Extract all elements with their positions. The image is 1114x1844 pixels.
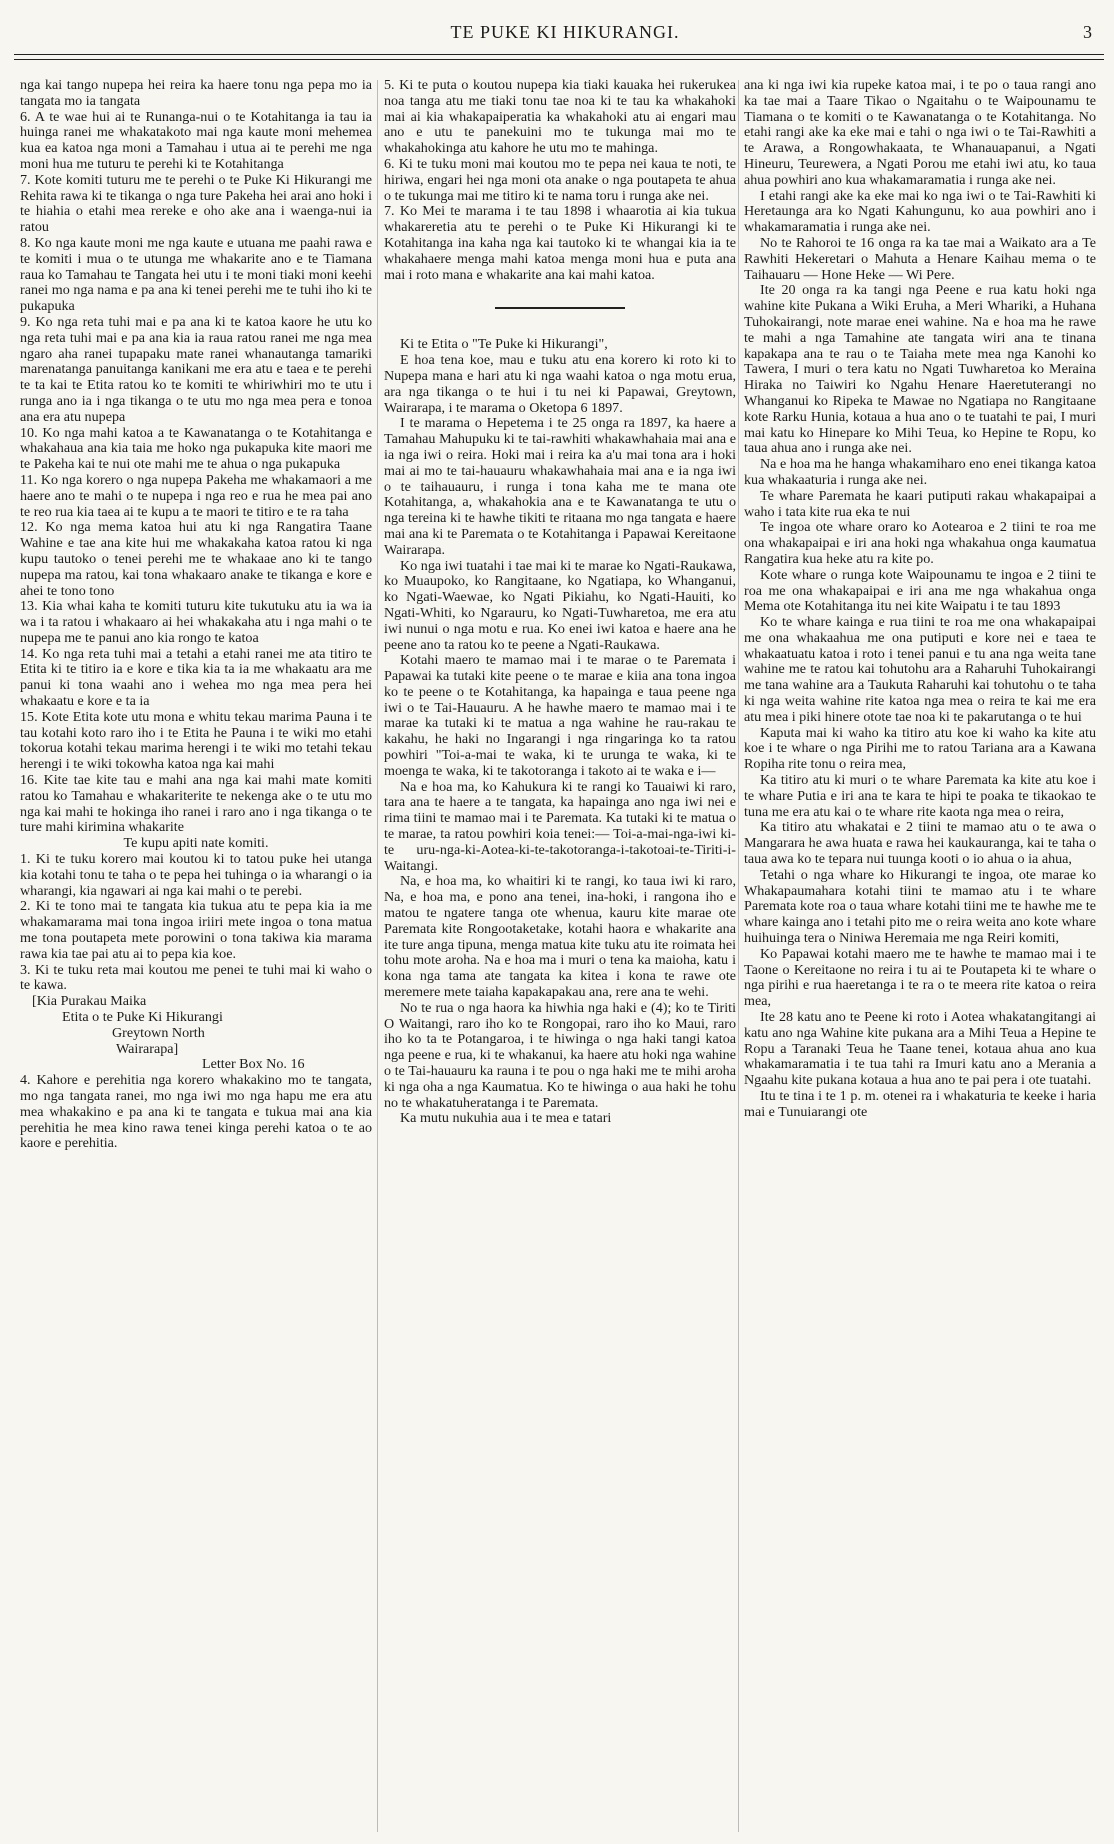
paragraph: Tetahi o nga whare ko Hikurangi te ingoa, ote marae ko Whakapaumahara kotahi tiini te mamao atu i te whare Paremata kote roa o taua whare kotahi tiini me te hawhe me te whare kainga ano i tetahi pito me o reira weita ano kote whare huihuinga tera o Niniwa Heremaia me nga Reiri komiti,	[744, 866, 1096, 947]
paragraph: I te marama o Hepetema i te 25 onga ra 1897, ka haere a Tamahau Mahupuku ki te tai-rawhiti whakawhahaia mai ana e ia nga iwi o reira. Hoki mai i reira ka a'u mai tona ara i hoki mai ai mo te tai-hauauru whakawhahaia mai ana e ia nga iwi o te taihauauru, i runga i tona kaha me te mana ote Kotahitanga, a, whakahokia ana e te Kawanatanga te utu o nga tereina ki te hawhe tikiti te ritaana mo nga tangata e haere mai ana ki te Paremata o te Kotahitanga i Papawai Kereitaone Wairarapa.	[384, 415, 736, 558]
paragraph: I etahi rangi ake ka eke mai ko nga iwi o te Tai-Rawhiti ki Heretaunga ara ko Ngati Kahungunu, ko aua powhiri ano i whakamaramatia i runga ake nei.	[744, 187, 1096, 236]
masthead-title: TE PUKE KI HIKURANGI.	[450, 22, 680, 42]
column-divider	[377, 80, 378, 1832]
numbered-item: 11. Ko nga korero o nga nupepa Pakeha me whakamaori a me haere ano te mahi o te nupepa i nga reo e rua he mea pai ano te reo rua kia taea ai te kupu a te maori te titiro e te ra taha	[20, 471, 372, 520]
paragraph: Ka mutu nukuhia aua i te mea e tatari	[400, 1110, 612, 1127]
numbered-item: 14. Ko nga reta tuhi mai a tetahi a etahi ranei me ata titiro te Etita ki te titiro ia e kore e tika kia ta ia me whakaatu ara me panui ki tona waahi ano i wehea mo nga mea pera hei whakaatu e kore e ta ia	[20, 645, 372, 710]
letter-title: Ki te Etita o "Te Puke ki Hikurangi",	[400, 336, 608, 353]
address-line: Greytown North	[112, 1024, 205, 1041]
paragraph: nga kai tango nupepa hei reira ka haere tonu nga pepa mo ia tangata mo ia tangata	[20, 78, 372, 109]
numbered-item: 6. A te wae hui ai te Runanga-nui o te Kotahitanga ia tau ia huinga ranei me whakatakoto mai nga kaute moni mehemea kua ea katoa nga moni a Tamahau i utua ai te perehi me nga moni hua me tuturu te perehi ki te Kotahitanga	[20, 108, 372, 172]
column-2	[384, 78, 736, 1836]
numbered-item: 7. Ko Mei te marama i te tau 1898 i whaarotia ai kia tukua whakareretia atu te perehi o te Puke Ki Hikurangi ki te Kotahitanga ina kaha nga kai tautoko ki te whangai kia ia te whakahaere menga mahi katoa menga moni hua e puta ana mai i roto mana e whakarite ana kai mahi katoa.	[384, 203, 736, 283]
numbered-item: 9. Ko nga reta tuhi mai e pa ana ki te katoa kaore he utu ko nga reta tuhi mai e pa ana kia ia raua ratou ranei me nga mea ngaro aha ranei tupapaku mate ranei whanautanga tamariki marenatanga panuitanga kanikani me era atu e taea e te perehi te ta kai te Etita ratou ko te komiti te whiriwhiri mo te utu i runga ano ia i nga tikanga o te utu mo nga mea pera e tonoa ana era atu nupepa	[20, 313, 372, 425]
numbered-item: 1. Ki te tuku korero mai koutou ki to tatou puke hei utanga kia kotahi tonu te taha o te pepa hei tuhinga o ia wharangi o ia wharangi, kia ngawari ai nga kai mahi o te perebi.	[20, 851, 372, 899]
address-line: Wairarapa]	[116, 1040, 179, 1057]
paragraph: No te rua o nga haora ka hiwhia nga haki e (4); ko te Tiriti O Waitangi, raro iho ko te Rongopai, raro iho ko Maui, raro iho ko ta te Potangaroa, i te hiwinga o nga haki tangi katoa nga peene e rua, ki te whakanui, ka haere atu hoki nga wahine o te Tai-hauauru ka rauna i te pou o nga haki me te mihi aroha ki nga oha a nga Kaumatua. Ko te hiwinga o aua haki he tohu no te whakatuheratanga i te Paremata.	[384, 999, 736, 1111]
paragraph: Kotahi maero te mamao mai i te marae o te Paremata i Papawai ka tutaki kite peene o te marae e kiia ana tona ingoa ko te peene o te Kotahitanga, ka hapainga e taua peene nga iwi o te Tai-Hauauru. A he hawhe maero te mamao mai i te marae ka tutaki ki te matua a nga wahine he rau-rakau te kakahu, he haki no Ingarangi i nga ringaringa ko ta ratou powhiri "Toi-a-mai te waka, ki te urunga te waka, ki te moenga te waka, ki te takotoranga i takoto ai te waka e i—	[384, 652, 736, 779]
section-separator	[495, 307, 625, 309]
paragraph: Ko Papawai kotahi maero me te hawhe te mamao mai i te Taone o Kereitaone no reira i tu ai te Poutapeta ki te whare o nga pirihi e rua haeretanga i te ra o te meera rite katoa o reira mea,	[744, 945, 1096, 1010]
paragraph: Ka titiro atu ki muri o te whare Paremata ka kite atu koe i te whare Putia e iri ana te kara te hipi te poaka te tikaokao te tuna me era atu kai o te whare rite kaota nga mea o reira,	[744, 772, 1096, 820]
numbered-item: 2. Ki te tono mai te tangata kia tukua atu te pepa kia ia me whakamarama mai tona ingoa iriiri mete ingoa o tona matua me tona poutapeta mete porowini o tona takiwa kia marama rawa kia tae pai atu ai to pepa kia koe.	[20, 898, 372, 962]
numbered-item: 4. Kahore e perehitia nga korero whakakino mo te tangata, mo nga tangata ranei, mo nga iwi mo nga hapu me era atu mea whakakino e pa ana ki te tangata e tukua mai ana kia perehitia he mea kino rawa tenei kinga perehi katoa o te ao kaore e perehitia.	[20, 1072, 372, 1152]
page-number: 3	[1083, 22, 1092, 42]
paragraph: Te whare Paremata he kaari putiputi rakau whakapaipai a waho i tata kite rua eka te nui	[744, 487, 1096, 520]
paragraph: ana ki nga iwi kia rupeke katoa mai, i te po o taua rangi ano ka tae mai a Taare Tikao o Ngaitahu o te Waipounamu te Tiamana o te komiti o te Kawanatanga o te Kotahitanga. No etahi rangi ake ka eke mai e tahi o nga iwi o te Tai-Rawhiti a te Arawa, a Rongowhakaata, te Whanauapanui, a Ngati Hineuru, Teurewera, a Ngati Porou me etahi iwi atu, ko taua ahua powhiri ano kua whakamaramatia i runga ake nei.	[744, 78, 1096, 188]
numbered-item: 6. Ki te tuku moni mai koutou mo te pepa nei kaua te noti, te hiriwa, engari hei nga moni ota anake o nga poutapeta te ahua o te tukunga mai me titiro ki te nama toru i runga ake nei.	[384, 155, 736, 204]
paragraph: E hoa tena koe, mau e tuku atu ena korero ki roto ki to Nupepa mana e hari atu ki nga waahi katoa o nga motu erua, ara nga tikanga o te hui i tu nei ki Papawai, Greytown, Wairarapa, i te marama o Oketopa 6 1897.	[384, 352, 736, 416]
paragraph: No te Rahoroi te 16 onga ra ka tae mai a Waikato ara a Te Rawhiti Hekeretari o Mahuta a Henare Kaihau mema o te Taihauaru — Hone Heke — Wi Pere.	[744, 234, 1096, 283]
numbered-item: 8. Ko nga kaute moni me nga kaute e utuana me paahi rawa e te komiti i mua o te utunga me whakarite ano e te Tiamana raua ko Tamahau te Tangata hei utu i te moni tiaki moni keehi ranei mo nga nama e pa ana ki tenei perehi me te tuhi iho ki te pukapuka	[20, 234, 372, 315]
column-1	[20, 78, 372, 1836]
paragraph: Na, e hoa ma, ko whaitiri ki te rangi, ko taua iwi ki raro, Na, e hoa ma, e pono ana tenei, ina-hoki, i rangona iho e matou te ngatere tanga ote whenua, kauru kite marae ote Paremata kite Rongootaketake, kotahi haora e whakarite ana ite ture anga tipuna, menga matua kite tuku atu ite roimata hei tohu mote aroha. Na e hoa ma i muri o tena ka maioha, katu i kona nga tama ate tangata ka kitea i kona te rawe ote meremere mete taiaha kapakapakau ana, rere ana te wehi.	[384, 873, 736, 1001]
paragraph: Te ingoa ote whare oraro ko Aotearoa e 2 tiini te roa me ona whakapaipai e iri ana hoki nga whakahua onga kaumatua Rangatira kua heke atu ra kite po.	[744, 519, 1096, 567]
numbered-item: 7. Kote komiti tuturu me te perehi o te Puke Ki Hikurangi me Rehita rawa ki te tikanga o nga ture Pakeha hei arai ano hoki i te hiahia o etahi mea rereke e oho ake ana i waenga-nui ia ratou	[20, 171, 372, 236]
paragraph: Ka titiro atu whakatai e 2 tiini te mamao atu o te awa o Mangarara he awa huata e rawa hei kaukauranga, kai te taha o taua awa ko te tepara nui tuunga kooti o io ahua o ia ahua,	[744, 819, 1096, 868]
address-line: Letter Box No. 16	[202, 1056, 305, 1073]
numbered-item: 12. Ko nga mema katoa hui atu ki nga Rangatira Taane Wahine e tae ana kite hui me whakakaha katoa ratou ki nga kupu tautoko o tenei perehi me te whakaae ano ki te tango nupepa ma ratou, kai tona whakaaro anake te tikanga e kore e ahei te tono tono	[20, 519, 372, 599]
paragraph: Kaputa mai ki waho ka titiro atu koe ki waho ka kite atu koe i te whare o nga Pirihi me to ratou Tariana ara a Kawana Ropiha rite tonu o reira mea,	[744, 724, 1096, 773]
paragraph: Ite 20 onga ra ka tangi nga Peene e rua katu hoki nga wahine kite Pukana a Wiki Eruha, a Meri Whariki, a Huhana Tuhokairangi, note marae enei wahine. Na e hoa ma he rawe te mahi a nga Tamahine ate tangata wiri ana te tinana kapakapa ana te rau o te Taiaha mete mea nga Kanohi ko Tawera, I muri o tera katu no Ngati Tuwharetoa ko Meraina Hiraka no Taiwiri ko Ngahu Henare Haeretuterangi no Whanganui ko Ripeka te Mawae no Ngatiapa no Rangitaane kote Rarku Hunia, kotaua a hua ano o te tuatahi te pai, I muri mai katu ko Hinepare ko Mihi Teua, ko Hepine te Ropu, ko taua ahua ano i runga ake nei.	[744, 282, 1096, 457]
page-header	[20, 8, 1110, 56]
header-rule	[14, 54, 1104, 55]
paragraph: Ite 28 katu ano te Peene ki roto i Aotea whakatangitangi ai katu ano nga Wahine kite pukana ara a Mihi Teua a Hepine te Ropu a Taranaki Teua he Taane tenei, kotaua ahua ano kua whakamaramatia i te tua tahi ra Imuri katu ano a Merania a Ngaahu kite pukana kotaua a hua ano te pai pera i ote tuatahi.	[744, 1009, 1096, 1089]
address-line: [Kia Purakau Maika	[32, 993, 147, 1010]
numbered-item: 5. Ki te puta o koutou nupepa kia tiaki kauaka hei rukerukea noa tanga atu me tiaki tonu tae noa ki te tau ka whakahoki mai ai kia whakapaiperatia ka whakahoki atu ai engari mau ano e utu te panekuini mo te tukunga mai mo te whakahokinga atu kahore he utu mo te mahinga.	[384, 78, 736, 157]
paragraph: Ko te whare kainga e rua tiini te roa me ona whakapaipai me ona whakaahua me ona putiputi e kore nei e taea te whakaatuatu katoa i roto i tenei panui e tu ana nga weita tane wahine me te ratou kai tohutohu ara a Raharuhi Tuhokairangi me tana wahine ara a Taukuta Raharuhi kai tohutohu o te taha ki nga weita wahine rite katoa nga mea o reira te kai me era atu mea i piki hinere otote tae noa ki te pakarutanga o te hui	[744, 614, 1096, 725]
numbered-item: 10. Ko nga mahi katoa a te Kawanatanga o te Kotahitanga e whakahaua ana kia taia me hoko nga pukapuka kite maori me te Pakeha kai te nui ote mahi me te ahua o nga pukapuka	[20, 424, 372, 473]
numbered-item: 15. Kote Etita kote utu mona e whitu tekau marima Pauna i te tau kotahi koto raro iho i te Etita he Pauna i te wiki mo etahi tokorua kotahi tekau marima herengi i te wiki mo tetahi tekau herengi i te wiki tokowha katoa nga kai mahi	[20, 708, 372, 773]
mailing-address	[20, 994, 372, 1073]
numbered-item: 16. Kite tae kite tau e mahi ana nga kai mahi mate komiti ratou ko Tamahau e whakariterite te nekenga ake o te utu mo nga kai mahi te hokinga iho ranei i raro ano i nga tikanga o te ture mahi kirimina whakarite	[20, 772, 372, 836]
column-divider	[738, 80, 739, 1832]
column-3	[744, 78, 1096, 1836]
address-line: Etita o te Puke Ki Hikurangi	[62, 1009, 223, 1026]
paragraph: Na e hoa ma he hanga whakamiharo eno enei tikanga katoa kua whakaaturia i runga ake nei.	[744, 456, 1096, 488]
paragraph: Kote whare o runga kote Waipounamu te ingoa e 2 tiini te roa me ona whakapaipai e iri ana me nga whakahua onga Mema ote Kotahitanga itu nei kite Waipatu i te tau 1893	[744, 566, 1096, 615]
paragraph: Itu te tina i te 1 p. m. otenei ra i whakaturia te keeke i haria mai e Tunuiarangi ote	[744, 1088, 1096, 1120]
header-rule-thin	[14, 59, 1104, 60]
paragraph: Na e hoa ma, ko Kahukura ki te rangi ko Tauaiwi ki raro, tara ana te haere a te tangata, ka hapainga ano nga iwi nei e rima tiini te mamao mai i te Paremata. Ka tutaki ki te matua o te marae, ta ratou powhiri koia tenei:— Toi-a-mai-nga-iwi ki-te uru-nga-ki-Aotea-ki-te-takotoranga-i-takotoai-te-Tiriti-i-Waitangi.	[384, 778, 736, 874]
paragraph: Ko nga iwi tuatahi i tae mai ki te marae ko Ngati-Raukawa, ko Muaupoko, ko Rangitaane, ko Ngatiapa, ko Whanganui, ko Ngati-Waewae, ko Ngati Pikiahu, ko Ngati-Hauiti, ko Ngati-Whiti, ko Ngarauru, ko Ngati-Tuwharetoa, me era atu iwi nunui o nga motu e rua. Ko enei iwi katoa e haere ana he peene ano ta ratou ko te peene a Ngati-Raukawa.	[384, 557, 736, 653]
numbered-item: 13. Kia whai kaha te komiti tuturu kite tukutuku atu ia wa ia wa i ta ratou i whakaaro ai hei whakakaha atu i nga mahi o te nupepa me te panui ano kia rongo te katoa	[20, 598, 372, 646]
section-heading: Te kupu apiti nate komiti.	[123, 835, 269, 852]
numbered-item: 3. Ki te tuku reta mai koutou me penei te tuhi mai ki waho o te kawa.	[20, 961, 372, 994]
